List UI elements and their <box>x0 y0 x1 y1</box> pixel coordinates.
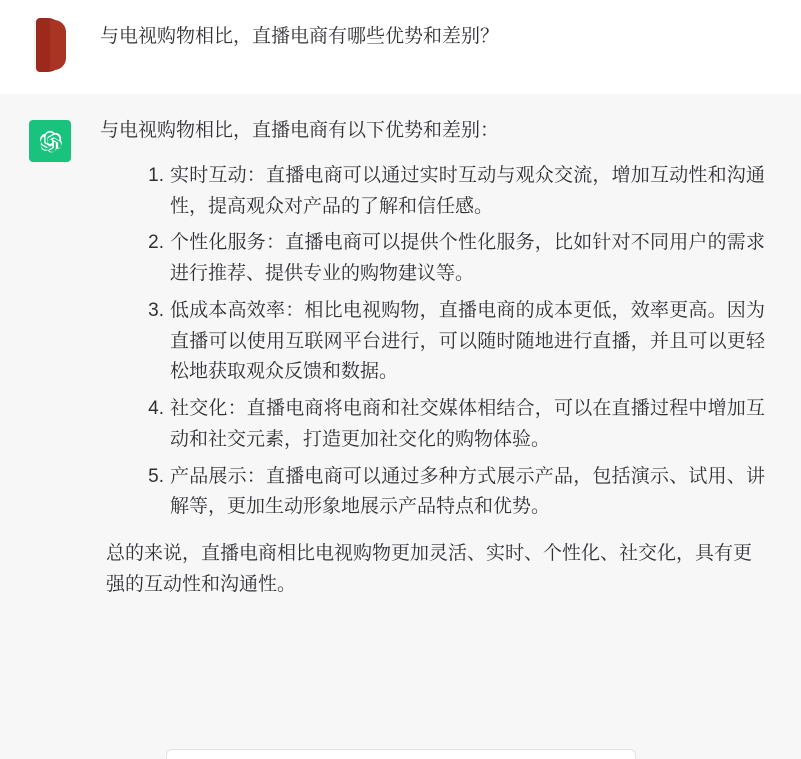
user-avatar-icon <box>28 18 72 76</box>
list-item: 实时互动：直播电商可以通过实时互动与观众交流，增加互动性和沟通性，提高观众对产品的了解和信任感。 <box>170 164 765 217</box>
assistant-answer-list <box>100 161 765 523</box>
user-avatar-column <box>0 14 100 76</box>
assistant-message-body <box>100 116 801 601</box>
assistant-conclusion-text: 总的来说，直播电商相比电视购物更加灵活、实时、个性化、社交化，具有更强的互动性和沟通性。 <box>106 543 753 595</box>
user-message-body <box>100 14 801 59</box>
assistant-avatar-column <box>0 116 100 162</box>
list-item: 产品展示：直播电商可以通过多种方式展示产品，包括演示、试用、讲解等，更加生动形象地展示产品特点和优势。 <box>170 465 765 518</box>
assistant-lead-text: 与电视购物相比，直播电商有以下优势和差别： <box>100 120 500 141</box>
openai-logo-icon <box>29 120 71 162</box>
list-item: 低成本高效率：相比电视购物，直播电商的成本更低，效率更高。因为直播可以使用互联网平台进行，可以随时随地进行直播，并且可以更轻松地获取观众反馈和数据。 <box>170 299 765 383</box>
user-avatar-leaf-secondary <box>50 20 66 70</box>
list-item: 社交化：直播电商将电商和社交媒体相结合，可以在直播过程中增加互动和社交元素，打造更加社交化的购物体验。 <box>170 398 765 450</box>
user-message-row <box>0 0 801 94</box>
user-message-text: 与电视购物相比，直播电商有哪些优势和差别？ <box>100 26 500 47</box>
list-item: 个性化服务：直播电商可以提供个性化服务，比如针对不同用户的需求进行推荐、提供专业的购物建议等。 <box>170 232 765 285</box>
assistant-message-row <box>0 94 801 611</box>
message-composer[interactable] <box>166 749 636 759</box>
